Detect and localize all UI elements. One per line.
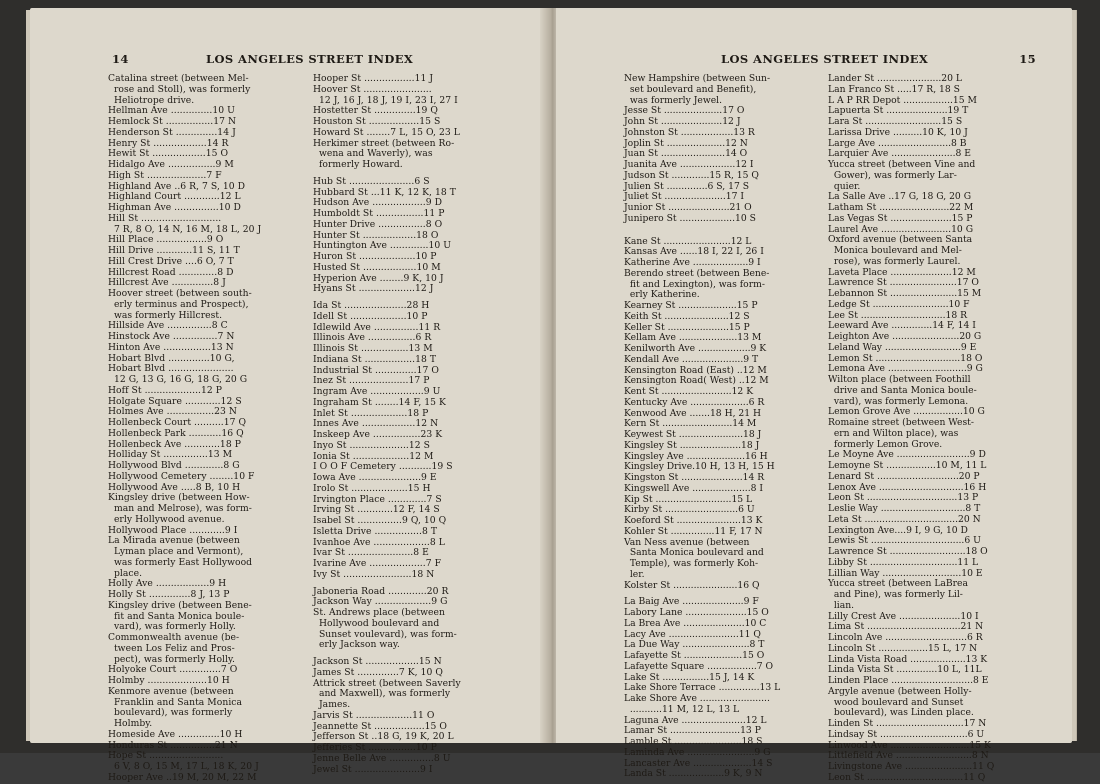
index-entry-line: Livingstone Ave .......................11 Q bbox=[828, 761, 995, 772]
index-entry-line: Attrick street (between Saverly bbox=[313, 677, 461, 689]
index-entry-line: Lacy Ave ........................11 Q bbox=[624, 628, 761, 640]
index-entry-line: Homeside Ave ..............10 H bbox=[108, 728, 243, 740]
index-entry-line: formerly Howard. bbox=[313, 159, 403, 170]
index-entry-line: Kohler St ...............11 F, 17 N bbox=[624, 525, 763, 537]
index-entry-line: Monica boulevard and Mel- bbox=[828, 245, 962, 256]
index-entry-line: Idell St ...................10 P bbox=[313, 310, 428, 322]
left-column-2 bbox=[313, 74, 501, 775]
left-page-title: LOS ANGELES STREET INDEX bbox=[206, 52, 414, 66]
index-entry-line: Hyans St ...................12 J bbox=[313, 283, 434, 295]
index-entry-line: Hemlock St ................17 N bbox=[108, 116, 237, 127]
index-entry-line: Lake Shore Ave ........................ bbox=[624, 693, 770, 704]
index-entry-line: Lamar St ........................13 P bbox=[624, 725, 761, 737]
index-entry-line: Jaboneria Road .............20 R bbox=[313, 585, 449, 597]
index-entry-line: I O O F Cemetery ...........19 S bbox=[313, 461, 453, 473]
index-entry-line: Lillian Way ...........................10 E bbox=[828, 567, 983, 579]
index-entry-line: Laminda Ave .......................9 G bbox=[624, 746, 771, 758]
index-entry-line: Highland Court ............12 L bbox=[108, 191, 241, 203]
index-entry-line: John St .....................12 J bbox=[624, 116, 741, 127]
index-entry-line: Holgate Square ............12 S bbox=[108, 395, 242, 407]
index-entry-line: Jewel St ......................9 I bbox=[313, 763, 433, 775]
index-entry-line: place. bbox=[108, 567, 143, 579]
index-entry-line: Lawrence St .......................17 O bbox=[828, 277, 979, 289]
index-entry-line: was formerly Jewel. bbox=[624, 94, 723, 106]
index-entry-line: Linda Vista Road ...................13 K bbox=[828, 653, 988, 665]
index-entry-line: Laurel Ave ........................10 G bbox=[828, 223, 974, 235]
index-entry-line: Hollenbeck Court ..........17 Q bbox=[108, 417, 247, 428]
index-entry-line: Yucca street (between Vine and bbox=[828, 159, 976, 170]
index-entry-line: Jeannette St .................15 O bbox=[313, 720, 448, 732]
index-entry-line: Kingsley Drive.10 H, 13 H, 15 H bbox=[624, 461, 775, 473]
index-entry-line: Judson St .............15 R, 15 Q bbox=[624, 169, 759, 181]
index-entry-line: Argyle avenue (between Holly- bbox=[828, 685, 972, 697]
index-entry-line: La Baig Ave .....................9 F bbox=[624, 596, 759, 608]
index-entry-line: Koeford St ......................13 K bbox=[624, 515, 763, 526]
index-entry-line: Henry St ..................14 R bbox=[108, 137, 229, 149]
index-entry-line: La Mirada avenue (between bbox=[108, 535, 240, 547]
index-entry-line: boulevard), was formerly bbox=[108, 707, 233, 719]
index-entry-line: Ivarine Ave ...................7 F bbox=[313, 558, 442, 569]
index-entry-line: Gower), was formerly Lar- bbox=[828, 169, 957, 181]
index-entry-line: Ionia St ...................12 M bbox=[313, 450, 434, 462]
index-entry-line: Leeward Ave ..............14 F, 14 I bbox=[828, 320, 976, 332]
index-entry-line: erly Jackson way. bbox=[313, 639, 400, 651]
index-entry-line: Larquier Ave ......................8 E bbox=[828, 148, 971, 160]
index-entry-line: Isabel St ...............9 Q, 10 Q bbox=[313, 515, 447, 526]
index-entry-line: Lafayette St ....................15 O bbox=[624, 650, 765, 661]
index-entry-line: Kensington Road (East) ..12 M bbox=[624, 364, 767, 376]
index-entry-line: Lincoln Ave ............................6 R bbox=[828, 632, 983, 643]
index-entry-line: fit and Lexington), was form- bbox=[624, 278, 765, 290]
index-entry-line: Franklin and Santa Monica bbox=[108, 696, 243, 708]
index-entry-line: Howard St ........7 L, 15 O, 23 L bbox=[313, 126, 460, 138]
index-entry-line: Holmby ....................10 H bbox=[108, 675, 230, 686]
index-entry-line: Inlet St ...................18 P bbox=[313, 407, 429, 419]
index-entry-line: Kendall Ave .....................9 T bbox=[624, 353, 759, 365]
index-entry-line: Laguna Ave ......................12 L bbox=[624, 714, 767, 726]
index-entry-line: Larissa Drive ..........10 K, 10 J bbox=[828, 126, 968, 138]
index-entry-line: Keith St ......................12 S bbox=[624, 310, 750, 322]
index-entry-line: Kingswell Ave ....................8 I bbox=[624, 482, 764, 494]
index-entry-line: Ivanhoe Ave ...................8 L bbox=[313, 536, 445, 548]
index-entry-line: Holmby. bbox=[108, 718, 153, 729]
index-entry-line: Kirby St .........................6 U bbox=[624, 504, 755, 516]
index-entry-line: La Brea Ave .....................10 C bbox=[624, 617, 767, 629]
index-entry-line: Holly Ave ..................9 H bbox=[108, 578, 227, 590]
right-page bbox=[556, 8, 1072, 783]
index-entry-line: Holliday St ...............13 M bbox=[108, 449, 233, 461]
index-entry-line: Holly St ..............8 J, 13 P bbox=[108, 589, 230, 600]
index-entry-line: Lee St .............................18 R bbox=[828, 309, 968, 321]
index-entry-line: Lexington Ave....9 I, 9 G, 10 D bbox=[828, 524, 968, 536]
index-entry-line: quier. bbox=[828, 180, 861, 192]
index-entry-line: Lemona Ave ...........................9 G bbox=[828, 363, 983, 375]
index-entry-line: Laveta Place .....................12 M bbox=[828, 266, 976, 278]
index-entry-line: Isletta Drive ................8 T bbox=[313, 525, 438, 537]
index-entry-line: Kenmore avenue (between bbox=[108, 685, 234, 697]
index-entry-line: Kansas Ave ......18 I, 22 I, 26 I bbox=[624, 246, 764, 258]
index-entry-line: Libby St ..............................11 L bbox=[828, 556, 979, 568]
index-entry-line: Hillcrest Ave ..............8 J bbox=[108, 277, 226, 289]
index-entry-line: Irvington Place .............7 S bbox=[313, 493, 442, 505]
index-entry-line: Highland Ave ..6 R, 7 S, 10 D bbox=[108, 180, 246, 192]
index-entry-line: Lyman place and Vermont), bbox=[108, 546, 244, 557]
index-entry-line: Kane St .......................12 L bbox=[624, 235, 752, 247]
index-entry-line: Hollywood Place ............9 I bbox=[108, 524, 238, 536]
index-entry-line: Juan St ......................14 O bbox=[624, 148, 748, 160]
index-entry-line: formerly Lemon Grove. bbox=[828, 438, 943, 450]
index-entry-line: Leland Way ..........................9 E bbox=[828, 341, 977, 353]
index-entry-line: Husted St ..................10 M bbox=[313, 261, 441, 273]
left-page-number: 14 bbox=[112, 52, 129, 66]
index-entry-line: erly terminus and Prospect), bbox=[108, 298, 249, 310]
index-entry-line: Hoff St ...................12 P bbox=[108, 384, 223, 396]
index-entry-line: Yucca street (between LaBrea bbox=[828, 578, 968, 590]
index-entry-line: Highman Ave ...............10 D bbox=[108, 202, 241, 213]
index-entry-line: Commonwealth avenue (be- bbox=[108, 632, 240, 643]
index-entry-line: Lemon Grove Ave .................10 G bbox=[828, 406, 985, 418]
index-entry-line: Lara St ..........................15 S bbox=[828, 116, 963, 127]
index-entry-line: Idlewild Ave ...............11 R bbox=[313, 321, 441, 333]
index-entry-line: Keywest St ......................18 J bbox=[624, 429, 762, 440]
index-entry-line: Hollywood Cemetery ........10 F bbox=[108, 470, 255, 482]
index-entry-line: La Salle Ave ..17 G, 18 G, 20 G bbox=[828, 191, 972, 203]
index-entry-line: Lapuerta St .....................19 T bbox=[828, 105, 969, 117]
index-entry-line: and Pine), was formerly Lil- bbox=[828, 589, 963, 600]
index-entry-line: Lima St ................................21 N bbox=[828, 621, 984, 633]
index-entry-line: vard), was formerly Lemona. bbox=[828, 395, 969, 407]
index-entry-line: Ingraham St ........14 F, 15 K bbox=[313, 396, 446, 408]
index-entry-line: 12 G, 13 G, 16 G, 18 G, 20 G bbox=[108, 374, 248, 385]
index-entry-line: Lindsay St ..............................6 U bbox=[828, 728, 985, 740]
index-entry-line: Landa St ...................9 K, 9 N bbox=[624, 768, 763, 780]
right-page-number: 15 bbox=[1019, 52, 1036, 66]
index-entry-line: Hewit St ..................15 O bbox=[108, 148, 229, 160]
index-entry-line: Illinois Ave ................6 R bbox=[313, 332, 432, 344]
left-page-header bbox=[112, 52, 512, 72]
index-entry-line: fit and Santa Monica boule- bbox=[108, 610, 245, 622]
index-entry-line: Hillcrest Road .............8 D bbox=[108, 266, 234, 278]
right-page-title: LOS ANGELES STREET INDEX bbox=[721, 52, 929, 66]
index-entry-line: 12 J, 16 J, 18 J, 19 I, 23 I, 27 I bbox=[313, 94, 458, 106]
index-entry-line: vard), was formerly Holly. bbox=[108, 621, 236, 633]
right-column-2 bbox=[828, 74, 1016, 784]
index-entry-line: wood boulevard and Sunset bbox=[828, 696, 964, 708]
index-entry-line: lian. bbox=[828, 599, 855, 611]
index-entry-line: Lewis St ................................6 U bbox=[828, 535, 981, 547]
index-entry-line: Lilly Crest Ave .....................10 I bbox=[828, 610, 979, 622]
index-entry-line: Heliotrope drive. bbox=[108, 94, 195, 106]
index-entry-line: 7 R, 8 O, 14 N, 16 M, 18 L, 20 J bbox=[108, 223, 262, 235]
index-entry-line: ...........11 M, 12 L, 13 L bbox=[624, 703, 740, 715]
index-entry-line: Lemon St .............................18 O bbox=[828, 352, 983, 364]
index-entry-line: Junior St .....................21 O bbox=[624, 202, 752, 213]
index-entry-line: Leon St .................................11 Q bbox=[828, 771, 986, 783]
index-entry-line: Kingsley Ave ....................16 H bbox=[624, 450, 768, 462]
index-entry-line: Julien St ..............6 S, 17 S bbox=[624, 180, 750, 192]
index-entry-line: Linda Vista St ..............10 L, 11L bbox=[828, 664, 982, 676]
index-entry-line: Linwood Ave ...........................15 K bbox=[828, 739, 991, 751]
index-entry-line: Iowa Ave .....................9 E bbox=[313, 472, 437, 483]
index-entry-line: Hunter Drive ................8 O bbox=[313, 218, 443, 230]
index-entry-line: drive and Santa Monica boule- bbox=[828, 384, 977, 396]
index-entry-line: Lancaster Ave ....................14 S bbox=[624, 757, 773, 769]
index-entry-line: Irolo St ...................15 H bbox=[313, 482, 431, 494]
index-entry-line: Lawrence St ..........................18 O bbox=[828, 546, 988, 557]
index-entry-line: Houston St .................15 S bbox=[313, 116, 441, 127]
index-entry-line: man and Melrose), was form- bbox=[108, 503, 252, 514]
index-entry-line: Van Ness avenue (between bbox=[624, 536, 750, 548]
index-entry-line: Kensington Road( West) ..12 M bbox=[624, 375, 769, 387]
index-entry-line: Lemoyne St .................10 M, 11 L bbox=[828, 460, 987, 471]
index-entry-line: Ingram Ave ..................9 U bbox=[313, 386, 441, 397]
index-entry-line: Inskeep Ave ................23 K bbox=[313, 429, 443, 440]
index-entry-line: rose), was formerly Laurel. bbox=[828, 255, 961, 267]
index-entry-line: set boulevard and Benefit), bbox=[624, 83, 757, 95]
index-entry-line: Labory Lane .....................15 O bbox=[624, 607, 769, 618]
index-entry-line: Kenilworth Ave ..................9 K bbox=[624, 343, 767, 354]
index-entry-line: Hobart Blvd ..............10 G, bbox=[108, 352, 235, 364]
index-entry-line: Hope St ......................... bbox=[108, 750, 224, 762]
index-entry-line: Linden Place ............................8 E bbox=[828, 675, 989, 686]
index-entry-line: High St ....................7 F bbox=[108, 169, 222, 181]
index-entry-line: Le Moyne Ave .........................9 D bbox=[828, 449, 986, 461]
index-entry-line: erly Katherine. bbox=[624, 289, 700, 301]
index-entry-line: Leta St ................................20 N bbox=[828, 513, 981, 525]
index-entry-line: Santa Monica boulevard and bbox=[624, 547, 764, 559]
index-entry-line: Keller St .....................15 P bbox=[624, 321, 750, 333]
right-column-1 bbox=[624, 74, 812, 780]
index-entry-line: Leighton Ave .......................20 G bbox=[828, 331, 982, 342]
index-entry-line: Hoover street (between south- bbox=[108, 288, 252, 299]
index-entry-line: Kingston St .....................14 R bbox=[624, 472, 765, 483]
index-entry-line: Industrial St ..............17 O bbox=[313, 364, 439, 376]
index-entry-line: Lamble St .......................18 S bbox=[624, 736, 763, 747]
index-entry-line: Irving St ............12 F, 14 S bbox=[313, 504, 440, 516]
index-entry-line: Indiana St .................18 T bbox=[313, 353, 437, 365]
index-entry-line: Hubbard St ...11 K, 12 K, 18 T bbox=[313, 186, 456, 198]
index-entry-line: 6 V, 8 O, 15 M, 17 L, 18 K, 20 J bbox=[108, 761, 259, 772]
index-entry-line: ler. bbox=[624, 568, 645, 580]
index-entry-line: ern and Wilton place), was bbox=[828, 427, 959, 439]
index-entry-line: Leon St ...............................13 P bbox=[828, 492, 979, 504]
index-entry-line: Huntington Ave .............10 U bbox=[313, 240, 452, 252]
index-entry-line: Leslie Way .............................8 T bbox=[828, 503, 981, 514]
index-entry-line: Junipero St ...................10 S bbox=[624, 212, 756, 224]
index-entry-line: Kent St ........................12 K bbox=[624, 386, 754, 397]
index-entry-line: Hudson Ave ..................9 D bbox=[313, 197, 443, 209]
index-entry-line: Hellman Ave ..............10 U bbox=[108, 105, 235, 117]
left-page bbox=[30, 8, 548, 783]
index-entry-line: St. Andrews place (between bbox=[313, 607, 445, 618]
index-entry-line: Hoover St ....................... bbox=[313, 83, 432, 95]
index-entry-line: Lake St ................15 J, 14 K bbox=[624, 671, 755, 683]
right-page-header bbox=[721, 52, 1036, 72]
left-column-1 bbox=[108, 74, 296, 784]
index-entry-line: Juliet St .....................17 I bbox=[624, 191, 745, 203]
index-entry-line: Jackson Way ...................9 G bbox=[313, 596, 448, 608]
index-entry-line: Lenard St ............................20 P bbox=[828, 470, 980, 482]
index-entry-line: Jefferson St ..18 G, 19 K, 20 L bbox=[313, 731, 454, 743]
index-entry-line: Herkimer street (between Ro- bbox=[313, 137, 455, 149]
index-entry-line: Lan Franco St .....17 R, 18 S bbox=[828, 83, 960, 95]
index-entry-line: Hollywood Ave .....8 B, 10 H bbox=[108, 481, 241, 493]
index-entry-line: Kellam Ave ....................13 M bbox=[624, 332, 762, 344]
index-entry-line: and Maxwell), was formerly bbox=[313, 688, 451, 700]
index-entry-line: Hill Crest Drive ....6 O, 7 T bbox=[108, 255, 234, 267]
index-entry-line: Hinstock Ave ...............7 N bbox=[108, 331, 235, 342]
index-entry-line: Large Ave .........................8 B bbox=[828, 137, 967, 149]
index-entry-line: Kip St ..........................15 L bbox=[624, 493, 753, 505]
index-entry-line: Hill St ........................... bbox=[108, 212, 222, 224]
index-entry-line: Huron St ...................10 P bbox=[313, 251, 437, 262]
index-entry-line: Oxford avenue (between Santa bbox=[828, 234, 973, 246]
index-entry-line: Lake Shore Terrace ..............13 L bbox=[624, 682, 781, 694]
index-entry-line: Juanita Ave ...................12 I bbox=[624, 159, 754, 170]
index-entry-line: Ivy St .......................18 N bbox=[313, 568, 435, 580]
index-entry-line: Lincoln St .................15 L, 17 N bbox=[828, 642, 978, 654]
index-entry-line: Hill Drive ............11 S, 11 T bbox=[108, 245, 240, 256]
index-entry-line: Holyoke Court ..............7 O bbox=[108, 664, 238, 676]
index-entry-line: Wilton place (between Foothill bbox=[828, 374, 971, 385]
index-entry-line: Hooper St .................11 J bbox=[313, 73, 434, 84]
index-entry-line: Ida St .....................28 H bbox=[313, 300, 430, 311]
index-entry-line: Kingsley drive (between How- bbox=[108, 492, 250, 504]
index-entry-line: rose and Stoll), was formerly bbox=[108, 83, 251, 95]
index-entry-line: Inez St ....................17 P bbox=[313, 375, 430, 387]
index-entry-line: Kentucky Ave ....................6 R bbox=[624, 396, 765, 408]
index-entry-line: Berendo street (between Bene- bbox=[624, 267, 770, 279]
index-entry-line: James St ..............7 K, 10 Q bbox=[313, 666, 443, 678]
index-entry-line: Catalina street (between Mel- bbox=[108, 73, 249, 84]
index-entry-line: pect), was formerly Holly. bbox=[108, 653, 236, 665]
index-entry-line: Hobart Blvd ...................... bbox=[108, 363, 234, 375]
index-entry-line: Jackson St ..................15 N bbox=[313, 656, 442, 667]
index-entry-line: Hill Place .................9 O bbox=[108, 234, 224, 246]
index-entry-line: Kingsley St .....................18 J bbox=[624, 439, 760, 451]
index-entry-line: Hollenbeck Ave ............18 P bbox=[108, 438, 241, 450]
index-entry-line: Henderson St ..............14 J bbox=[108, 126, 236, 138]
index-entry-line: boulevard), was Linden place. bbox=[828, 707, 974, 719]
index-entry-line: L A P RR Depot .................15 M bbox=[828, 94, 977, 106]
index-entry-line: Hinton Ave ................13 N bbox=[108, 341, 234, 353]
index-entry-line: Hunter St ..................18 O bbox=[313, 229, 439, 241]
index-entry-line: Johnston St ..................13 R bbox=[624, 126, 755, 138]
index-entry-line: Hidalgo Ave ................9 M bbox=[108, 159, 234, 170]
index-entry-line: Illinois St ................13 M bbox=[313, 343, 433, 354]
index-entry-line: Holmes Ave ................23 N bbox=[108, 406, 238, 418]
index-entry-line: Kern St ........................14 M bbox=[624, 418, 757, 430]
index-entry-line: wena and Waverly), was bbox=[313, 148, 433, 160]
index-entry-line: Kearney St ....................15 P bbox=[624, 300, 758, 311]
index-entry-line: Hollywood Blvd .............8 G bbox=[108, 460, 240, 471]
index-entry-line: Temple), was formerly Koh- bbox=[624, 558, 759, 569]
index-entry-line: Hooper Ave ..19 M, 20 M, 22 M bbox=[108, 771, 257, 783]
index-entry-line: Innes Ave ..................12 N bbox=[313, 418, 439, 430]
index-entry-line: Hollenbeck Park ...........16 Q bbox=[108, 427, 244, 439]
index-entry-line: Romaine street (between West- bbox=[828, 417, 974, 428]
index-entry-line: Jenne Belle Ave ...............8 U bbox=[313, 752, 451, 764]
index-entry-line: Ledge St ..........................10 F bbox=[828, 298, 970, 310]
index-entry-line: tween Los Feliz and Pros- bbox=[108, 642, 235, 654]
index-entry-line: Linden St ..............................17 N bbox=[828, 718, 987, 729]
index-entry-line: New Hampshire (between Sun- bbox=[624, 73, 771, 84]
index-entry-line: Jesse St ....................17 O bbox=[624, 105, 745, 117]
index-entry-line: was formerly Hillcrest. bbox=[108, 309, 223, 321]
index-entry-line: Hollywood boulevard and bbox=[313, 617, 440, 629]
index-entry-line: Inyo St ....................12 S bbox=[313, 439, 431, 451]
index-entry-line: Humboldt St ................11 P bbox=[313, 208, 445, 219]
index-entry-line: Lenox Ave .............................16 H bbox=[828, 481, 987, 493]
index-entry-line: Hillside Ave ...............8 C bbox=[108, 320, 228, 332]
index-entry-line: Hostetter St ..............19 Q bbox=[313, 105, 439, 117]
index-entry-line: Littlefield Ave ..........................8 N bbox=[828, 750, 989, 762]
index-entry-line: Jarvis St ...................11 O bbox=[313, 709, 435, 721]
index-entry-line: Katherine Ave ...................9 I bbox=[624, 257, 761, 268]
index-entry-line: Las Vegas St .....................15 P bbox=[828, 212, 973, 224]
index-entry-line: Joplin St ....................12 N bbox=[624, 137, 748, 149]
index-entry-line: Kenwood Ave .......18 H, 21 H bbox=[624, 407, 762, 419]
index-entry-line: erly Hollywood avenue. bbox=[108, 513, 225, 525]
index-entry-line: Kingsley drive (between Bene- bbox=[108, 599, 252, 611]
index-entry-line: was formerly East Hollywood bbox=[108, 556, 253, 568]
index-entry-line: Honduras St ...............21 N bbox=[108, 739, 238, 751]
index-entry-line: Kolster St ......................16 Q bbox=[624, 579, 760, 591]
index-entry-line: Jefferies St ................10 P bbox=[313, 742, 437, 753]
index-entry-line: Latham St ........................22 M bbox=[828, 202, 974, 213]
index-entry-line: Lander St ......................20 L bbox=[828, 73, 962, 84]
index-entry-line: Lebannon St .......................15 M bbox=[828, 288, 982, 299]
index-entry-line: Ivar St ......................8 E bbox=[313, 547, 429, 559]
index-entry-line: Hub St ......................6 S bbox=[313, 175, 430, 187]
index-entry-line: James. bbox=[313, 699, 351, 710]
index-entry-line: Lafayette Square .................7 O bbox=[624, 660, 774, 672]
index-entry-line: Hyperion Ave ........9 K, 10 J bbox=[313, 272, 444, 284]
index-entry-line: Sunset voulevard), was form- bbox=[313, 628, 457, 640]
index-entry-line: La Due Way .......................8 T bbox=[624, 639, 765, 651]
